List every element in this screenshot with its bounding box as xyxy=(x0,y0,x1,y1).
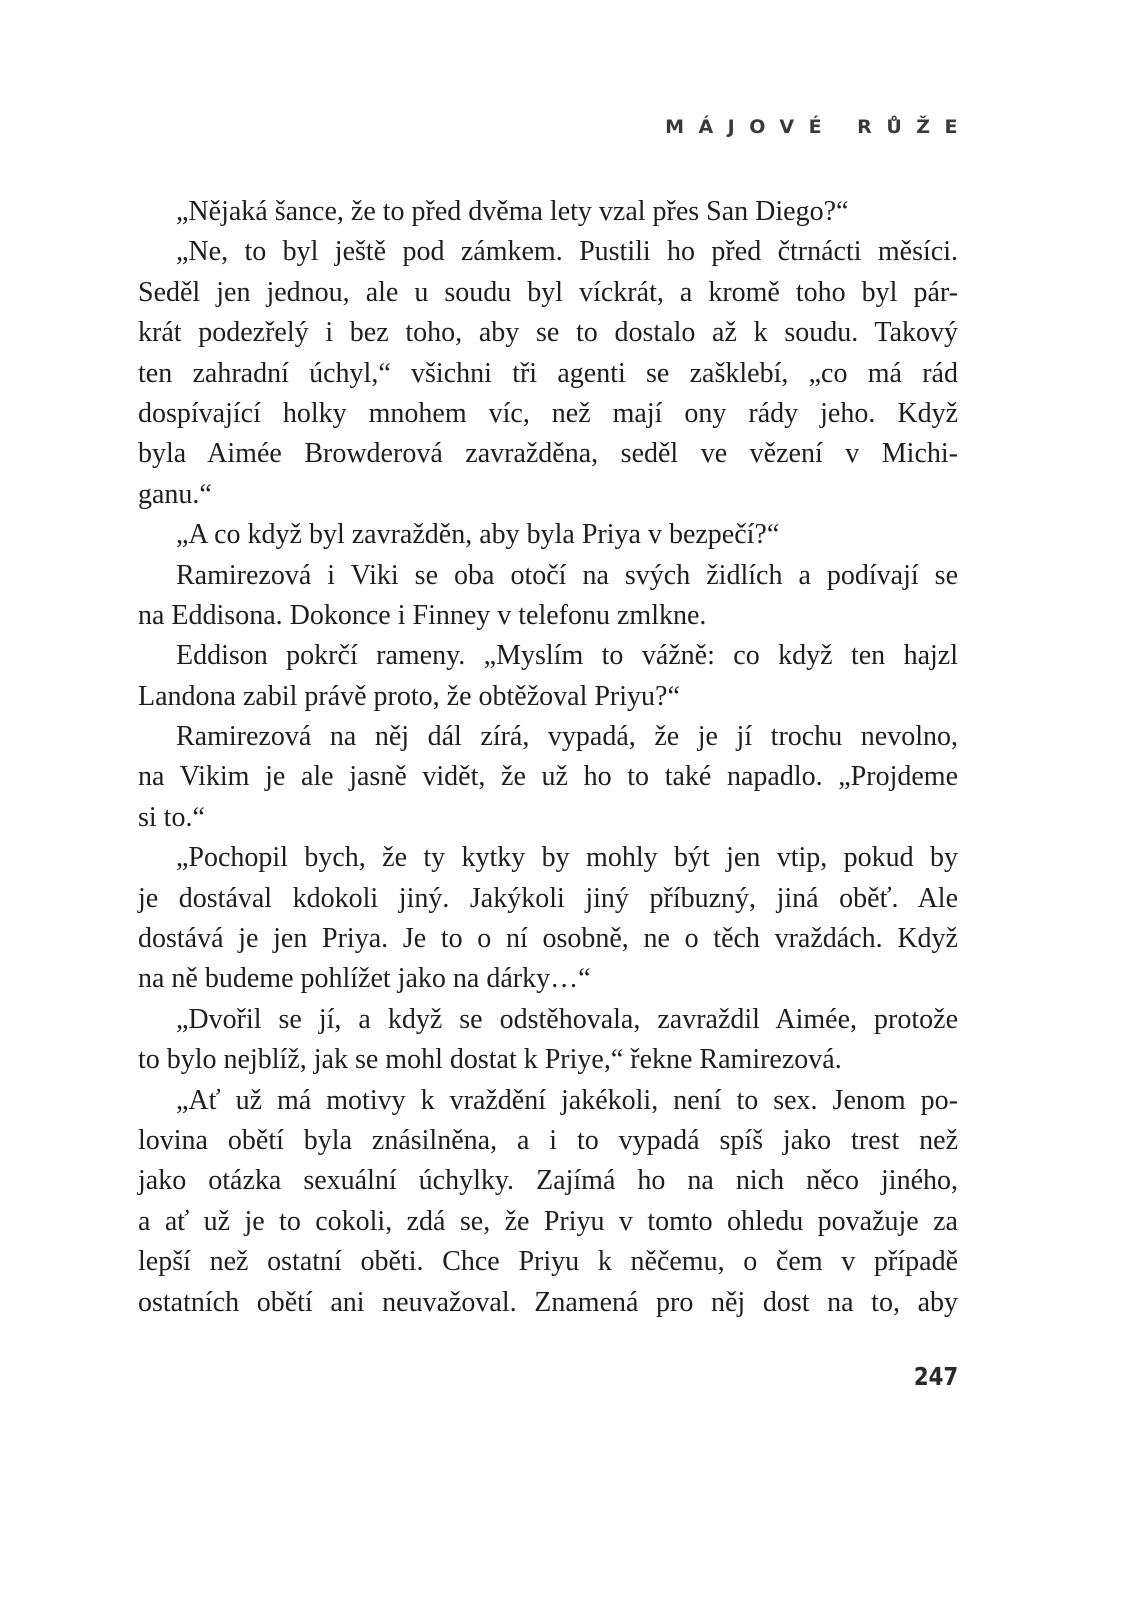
text-line: lepší než ostatní oběti. Chce Priyu k něčemu, o čem v případě xyxy=(138,1246,958,1278)
text-line: „Nějaká šance, že to před dvěma lety vzal přes San Diego?“ xyxy=(176,196,849,227)
text-line: Seděl jen jednou, ale u soudu byl víckrát, a kromě toho byl pár- xyxy=(138,276,958,308)
text-line: a ať už je to cokoli, zdá se, že Priyu v tomto ohledu považuje za xyxy=(138,1205,958,1237)
text-line: krát podezřelý i bez toho, aby se to dostalo až k soudu. Takový xyxy=(138,317,958,349)
text-line: „A co když byl zavražděn, aby byla Priya v bezpečí?“ xyxy=(176,519,780,551)
text-line: si to.“ xyxy=(138,801,205,833)
text-line: dospívající holky mnohem víc, než mají ony rády jeho. Když xyxy=(138,397,958,429)
text-line: na ně budeme pohlížet jako na dárky…“ xyxy=(138,963,591,995)
text-line: Ramirezová i Viki se oba otočí na svých židlích a podívají se xyxy=(176,559,958,591)
text-line: je dostával kdokoli jiný. Jakýkoli jiný příbuzný, jiná oběť. Ale xyxy=(138,882,958,914)
text-line: Ramirezová na něj dál zírá, vypadá, že je jí trochu nevolno, xyxy=(176,721,958,753)
text-line: na Eddisona. Dokonce i Finney v telefonu zmlkne. xyxy=(138,599,707,631)
text-line: dostává je jen Priya. Je to o ní osobně, ne o těch vraždách. Když xyxy=(138,923,958,955)
text-line: „Ne, to byl ještě pod zámkem. Pustili ho před čtrnácti měsíci. xyxy=(176,236,958,268)
text-line: lovina obětí byla znásilněna, a i to vypadá spíš jako trest než xyxy=(138,1124,958,1156)
text-line: „Pochopil bych, že ty kytky by mohly být jen vtip, pokud by xyxy=(176,842,958,874)
body-text xyxy=(138,192,958,1323)
text-line: byla Aimée Browderová zavražděna, seděl ve vězení v Michi- xyxy=(138,438,958,470)
text-line: ostatních obětí ani neuvažoval. Znamená pro něj dost na to, aby xyxy=(138,1286,958,1318)
text-line: jako otázka sexuální úchylky. Zajímá ho na nich něco jiného, xyxy=(138,1165,958,1197)
text-line: Landona zabil právě proto, že obtěžoval Priyu?“ xyxy=(138,680,680,712)
text-line: ganu.“ xyxy=(138,478,212,510)
running-header: MÁJOVÉ RŮŽE xyxy=(665,116,972,138)
text-line: na Vikim je ale jasně vidět, že už ho to také napadlo. „Projdeme xyxy=(138,761,958,793)
page-number: 247 xyxy=(913,1362,958,1391)
text-line: ten zahradní úchyl,“ všichni tři agenti se zašklebí, „co má rád xyxy=(138,357,958,389)
text-line: Eddison pokrčí rameny. „Myslím to vážně: co když ten hajzl xyxy=(176,640,958,672)
text-line: to bylo nejblíž, jak se mohl dostat k Priye,“ řekne Ramirezová. xyxy=(138,1044,842,1076)
text-line: „Dvořil se jí, a když se odstěhovala, zavraždil Aimée, protože xyxy=(176,1003,958,1035)
text-line: „Ať už má motivy k vraždění jakékoli, není to sex. Jenom po- xyxy=(176,1084,958,1116)
